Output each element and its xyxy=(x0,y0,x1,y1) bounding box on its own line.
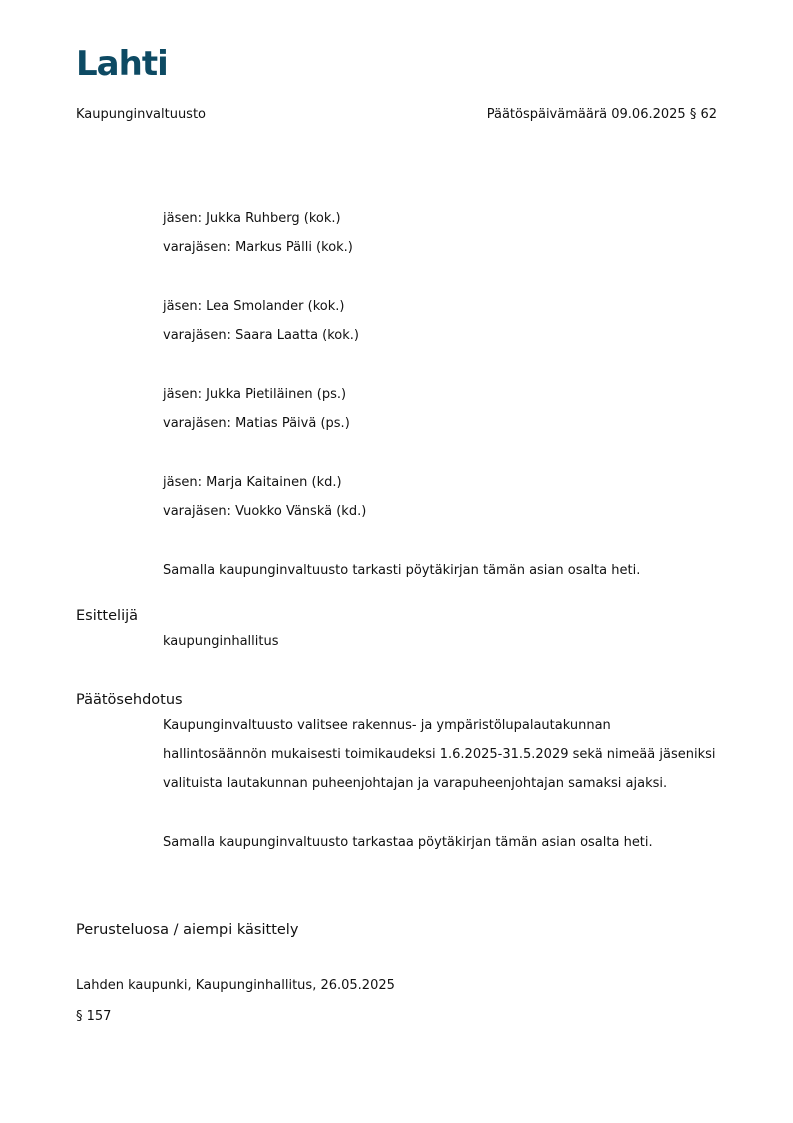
proposal-line: hallintosäännön mukaisesti toimikaudeksi 1.6.2025-31.5.2029 sekä nimeää jäseniksi xyxy=(163,747,716,762)
member-line: jäsen: Marja Kaitainen (kd.) xyxy=(163,475,342,490)
member-line: varajäsen: Vuokko Vänskä (kd.) xyxy=(163,504,367,519)
background-section: § 157 xyxy=(76,1009,112,1024)
organ-name: Kaupunginvaltuusto xyxy=(76,107,207,122)
member-line: varajäsen: Markus Pälli (kok.) xyxy=(163,240,353,255)
background-title: Perusteluosa / aiempi käsittely xyxy=(76,922,299,938)
proposal-line: Kaupunginvaltuusto valitsee rakennus- ja ympäristölupalautakunnan xyxy=(163,718,611,733)
proposal-title: Päätösehdotus xyxy=(76,692,183,708)
decision-note: Samalla kaupunginvaltuusto tarkasti pöytäkirjan tämän asian osalta heti. xyxy=(163,563,641,578)
member-line: varajäsen: Matias Päivä (ps.) xyxy=(163,416,350,431)
background-source: Lahden kaupunki, Kaupunginhallitus, 26.05.2025 xyxy=(76,978,395,993)
member-line: jäsen: Lea Smolander (kok.) xyxy=(163,299,345,314)
member-line: jäsen: Jukka Pietiläinen (ps.) xyxy=(163,387,347,402)
member-line: varajäsen: Saara Laatta (kok.) xyxy=(163,328,359,343)
member-line: jäsen: Jukka Ruhberg (kok.) xyxy=(163,211,341,226)
decision-date: Päätöspäivämäärä 09.06.2025 § 62 xyxy=(486,107,717,122)
presenter-title: Esittelijä xyxy=(76,608,139,624)
proposal-line: valituista lautakunnan puheenjohtajan ja varapuheenjohtajan samaksi ajaksi. xyxy=(163,776,668,791)
presenter-value: kaupunginhallitus xyxy=(163,634,279,649)
proposal-note: Samalla kaupunginvaltuusto tarkastaa pöytäkirjan tämän asian osalta heti. xyxy=(163,835,653,850)
lahti-logo: Lahti xyxy=(76,44,168,84)
